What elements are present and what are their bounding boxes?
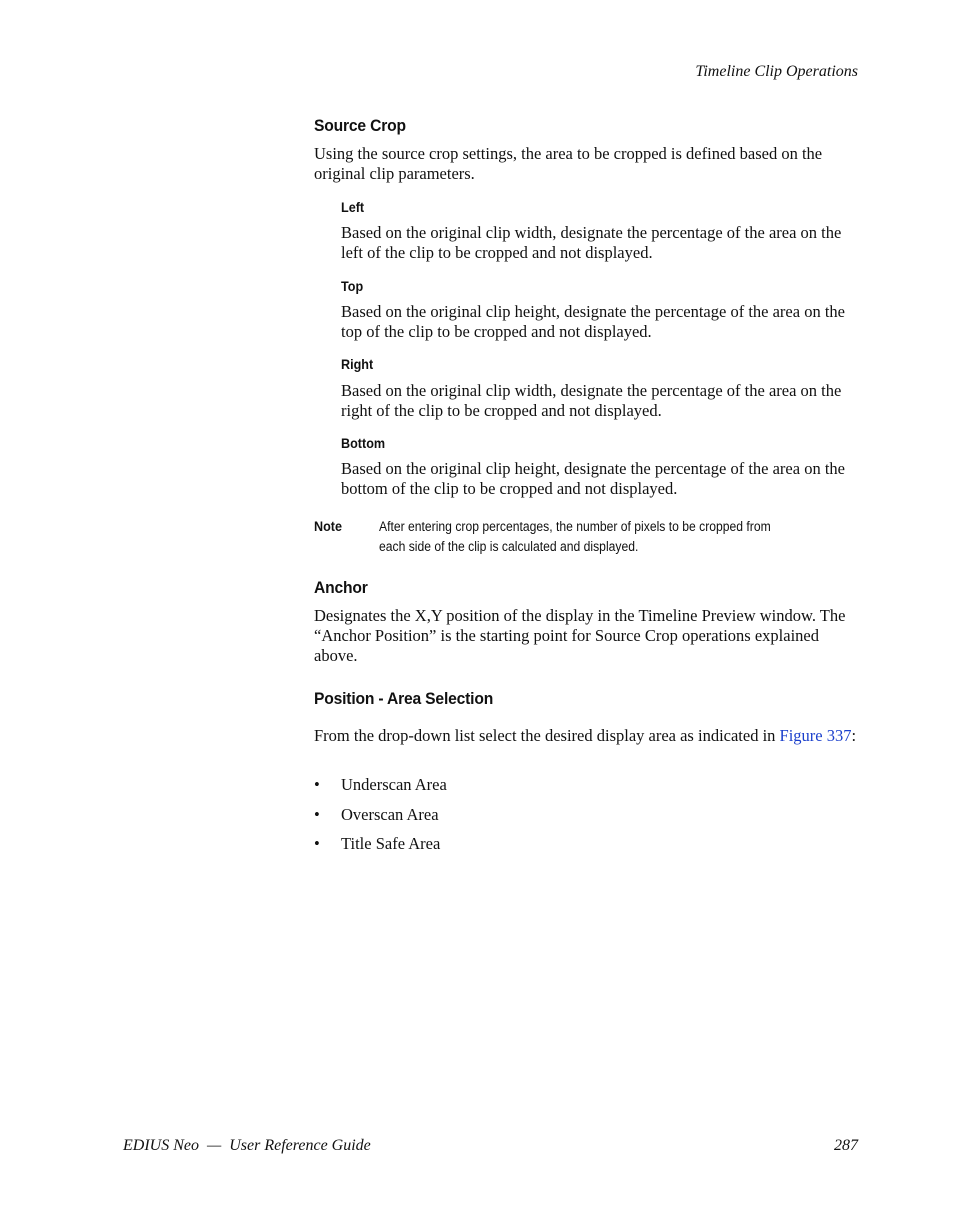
subheading-right: Right (341, 356, 374, 372)
page-number: 287 (834, 1137, 858, 1154)
anchor-description: Designates the X,Y position of the display in the Timeline Preview window. The “Anchor Position” is the starting point for Source Crop operations explained above. (314, 606, 846, 665)
subheading-bottom: Bottom (341, 435, 386, 451)
bullet-icon: • (314, 805, 320, 824)
bottom-description: Based on the original clip height, designate the percentage of the area on the bottom of the clip to be cropped and not displayed. (341, 459, 845, 498)
top-description: Based on the original clip height, designate the percentage of the area on the top of the clip to be cropped and not displayed. (341, 302, 845, 341)
figure-337-link[interactable]: Figure 337 (779, 726, 852, 745)
list-item-label: Underscan Area (341, 775, 447, 794)
bullet-icon: • (314, 775, 320, 794)
source-crop-intro: Using the source crop settings, the area to be cropped is defined based on the original clip parameters. (314, 144, 823, 183)
right-description: Based on the original clip width, designate the percentage of the area on the right of the clip to be cropped and not displayed. (341, 381, 842, 420)
note-text (379, 517, 829, 557)
list-item-label: Overscan Area (341, 805, 439, 824)
footer-title: EDIUS Neo — User Reference Guide (123, 1137, 371, 1154)
position-intro-colon: : (851, 726, 857, 745)
position-intro (314, 726, 860, 746)
left-description: Based on the original clip width, designate the percentage of the area on the left of the clip to be cropped and not displayed. (341, 223, 842, 262)
note-line-2: each side of the clip is calculated and displayed. (379, 539, 639, 554)
heading-anchor: Anchor (314, 578, 368, 597)
subheading-top: Top (341, 278, 364, 294)
list-item-label: Title Safe Area (341, 834, 441, 853)
note-label: Note (314, 518, 343, 534)
heading-source-crop: Source Crop (314, 116, 406, 135)
running-header: Timeline Clip Operations (695, 63, 858, 80)
note-line-1: After entering crop percentages, the number of pixels to be cropped from (379, 519, 771, 534)
heading-position-area-selection: Position - Area Selection (314, 689, 494, 708)
subheading-left: Left (341, 199, 365, 215)
position-intro-text: From the drop-down list select the desired display area as indicated in (314, 726, 780, 745)
bullet-icon: • (314, 834, 320, 853)
